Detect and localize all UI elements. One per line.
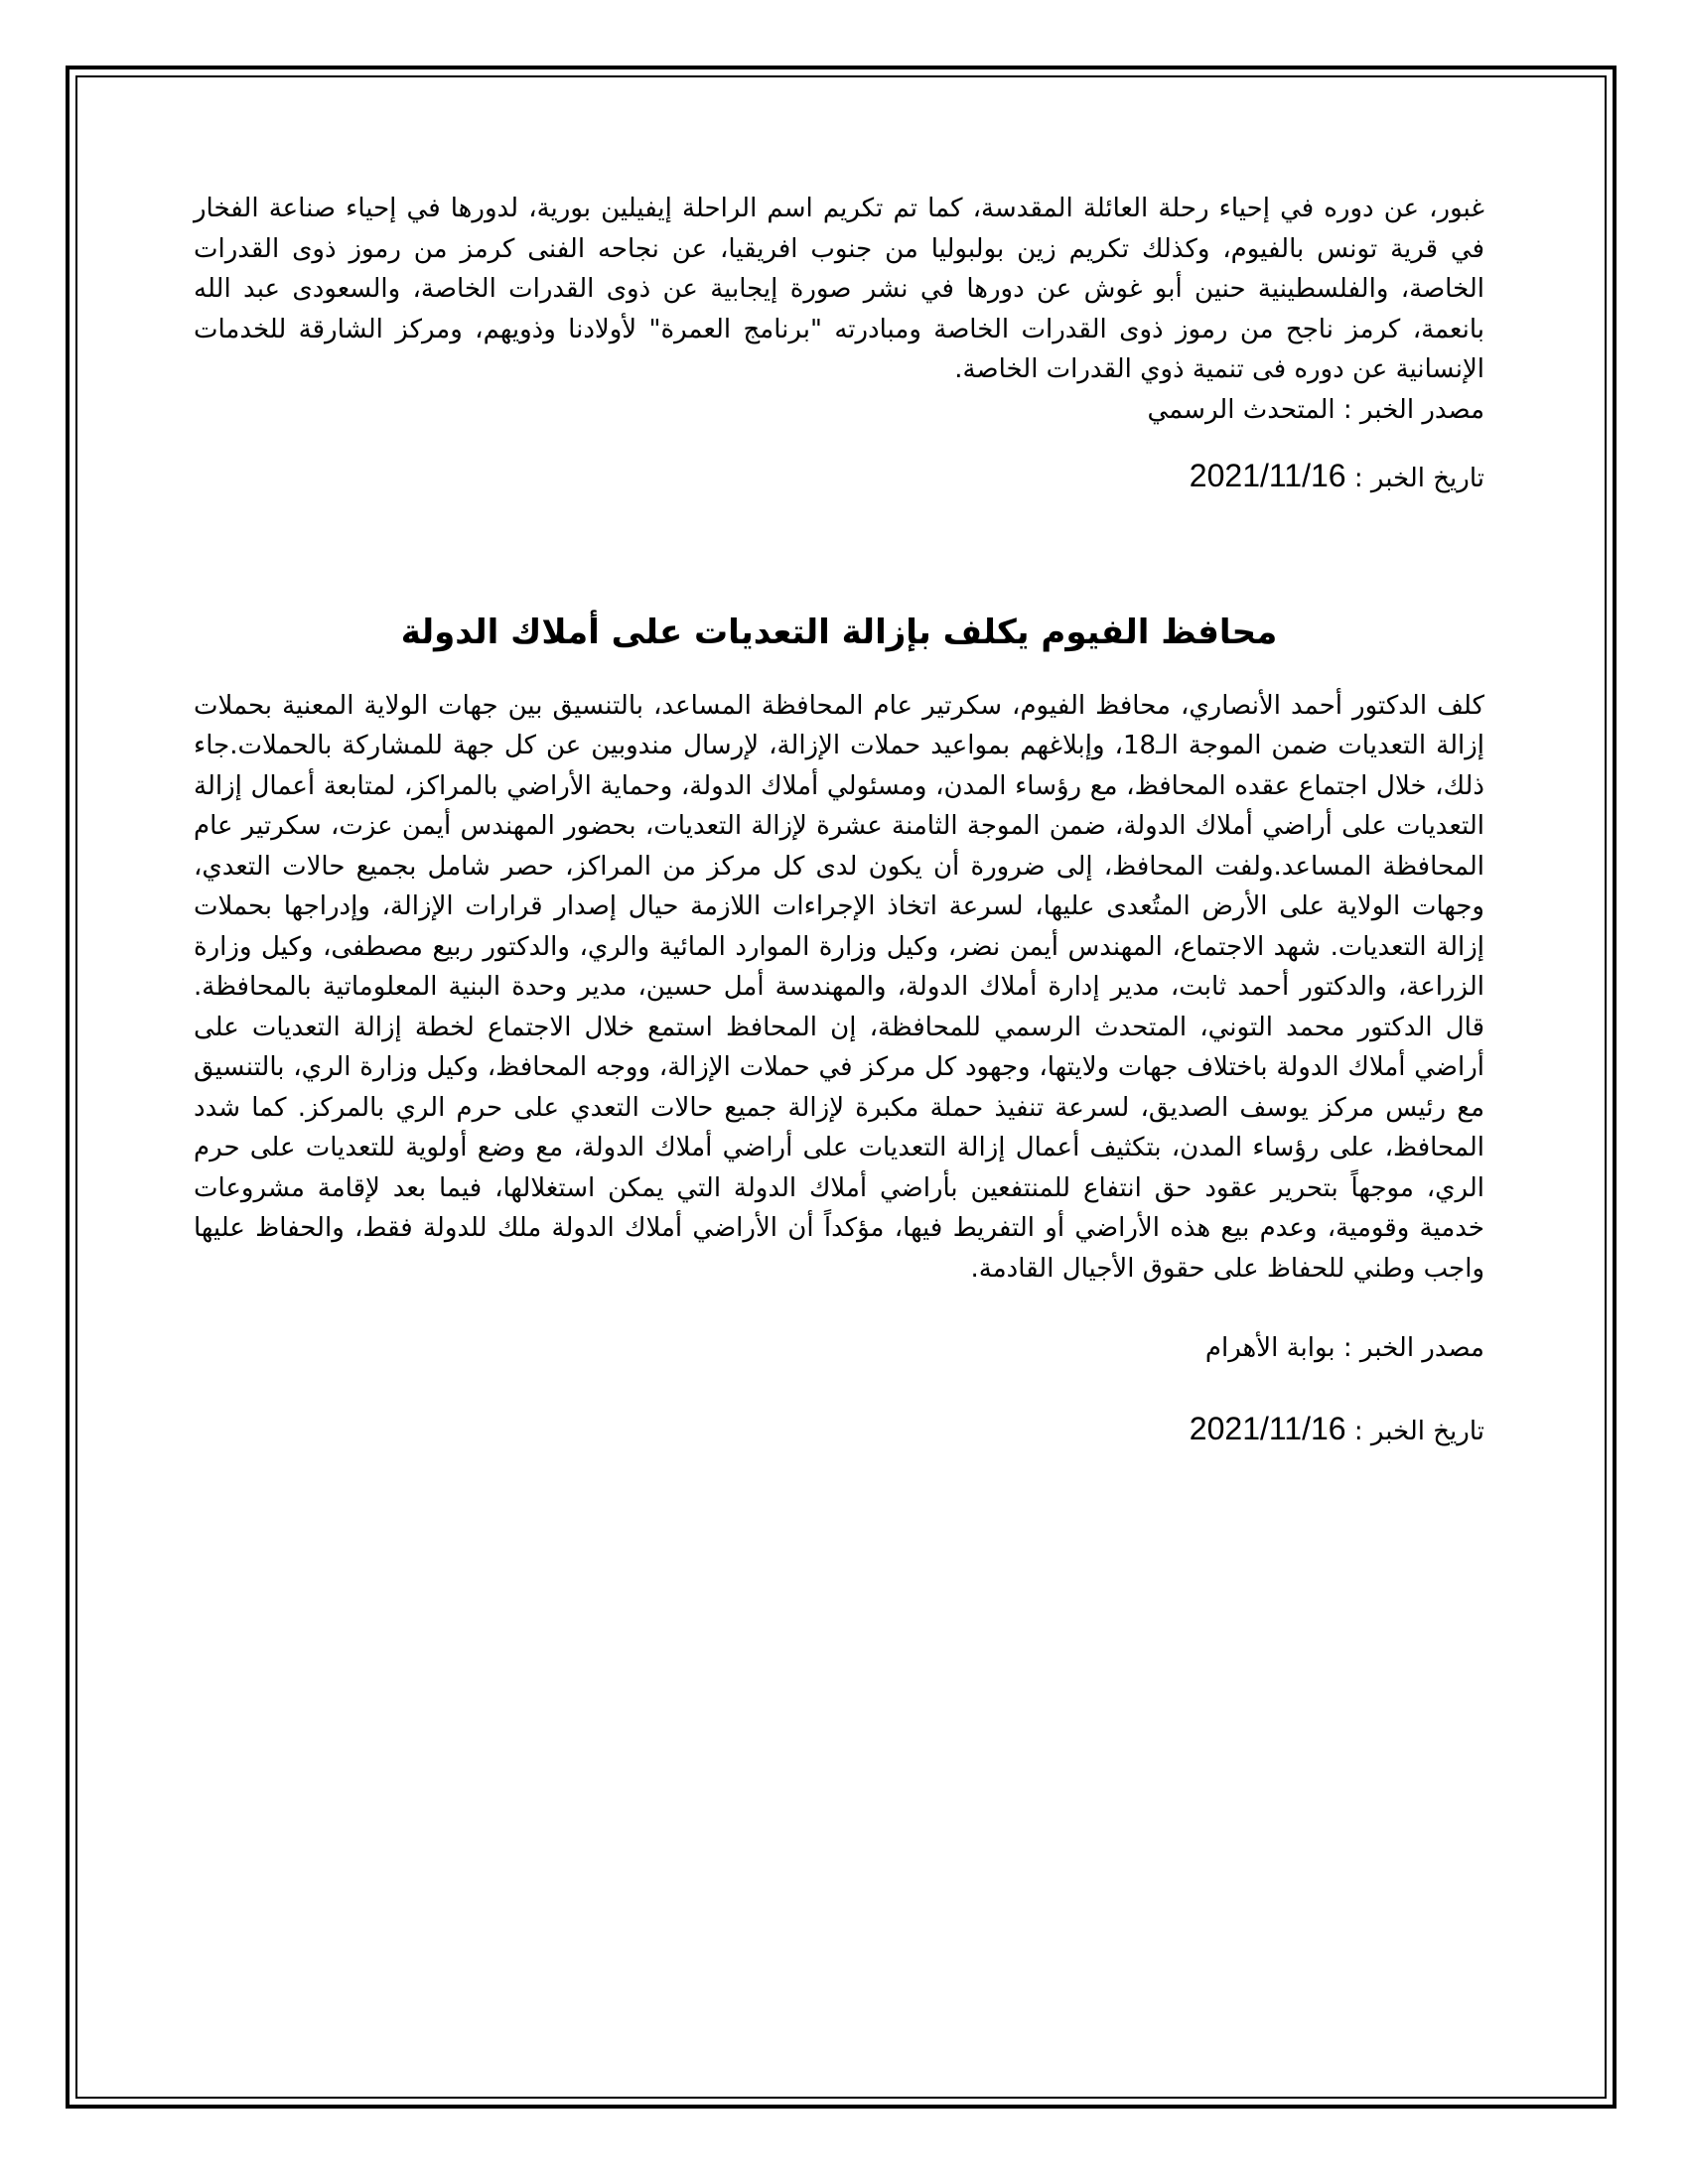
article1-date-line [194,456,1484,499]
article1-date-label: تاريخ الخبر : [1345,464,1484,493]
article2-date-label: تاريخ الخبر : [1345,1416,1484,1446]
article1-source: مصدر الخبر : المتحدث الرسمي [1147,394,1484,425]
article2-date-line [194,1409,1484,1452]
article2-date-value: 2021/11/16 [1189,1410,1346,1446]
article2-body: كلف الدكتور أحمد الأنصاري، محافظ الفيوم، سكرتير عام المحافظة المساعد، بالتنسيق بين جهات الولاية المعنية بحملات إزالة التعديات ضمن الموجة الـ18، وإبلاغهم بمواعيد حملات الإزالة، لإرسال مندوبين عن كل جهة للمشاركة بالحملات.جاء ذلك، خلال اجتماع عقده المحافظ، مع رؤساء المدن، ومسئولي أملاك الدولة، وحماية الأراضي بالمراكز، لمتابعة أعمال إزالة التعديات على أراضي أملاك الدولة، ضمن الموجة الثامنة عشرة لإزالة التعديات، بحضور المهندس أيمن عزت، سكرتير عام المحافظة المساعد.ولفت المحافظ، إلى ضرورة أن يكون لدى كل مركز من المراكز، حصر شامل بجميع حالات التعدي، وجهات الولاية على الأرض المتُعدى عليها، لسرعة اتخاذ الإجراءات اللازمة حيال إصدار قرارات الإزالة، وإدراجها بحملات إزالة التعديات. شهد الاجتماع، المهندس أيمن نضر، وكيل وزارة الموارد المائية والري، والدكتور ربيع مصطفى، وكيل وزارة الزراعة، والدكتور أحمد ثابت، مدير إدارة أملاك الدولة، والمهندسة أمل حسين، مدير وحدة البنية المعلوماتية بالمحافظة. قال الدكتور محمد التوني، المتحدث الرسمي للمحافظة، إن المحافظ استمع خلال الاجتماع لخطة إزالة التعديات على أراضي أملاك الدولة باختلاف جهات ولايتها، وجهود كل مركز في حملات الإزالة، ووجه المحافظ، وكيل وزارة الري، بالتنسيق مع رئيس مركز يوسف الصديق، لسرعة تنفيذ حملة مكبرة لإزالة جميع حالات التعدي على حرم الري بالمركز. كما شدد المحافظ، على رؤساء المدن، بتكثيف أعمال إزالة التعديات على أراضي أملاك الدولة، مع وضع أولوية للتعديات على حرم الري، موجهاً بتحرير عقود حق انتفاع للمنتفعين بأراضي أملاك الدولة التي يمكن استغلالها، فيما بعد لإقامة مشروعات خدمية وقومية، وعدم بيع هذه الأراضي أو التفريط فيها، مؤكداً أن الأراضي أملاك الدولة ملك للدولة فقط، والحفاظ عليها واجب وطني للحفاظ على حقوق الأجيال القادمة. [194,690,1484,1284]
article2-headline: محافظ الفيوم يكلف بإزالة التعديات على أملاك الدولة [400,612,1278,652]
article1-date-value: 2021/11/16 [1189,458,1346,493]
document-content [194,189,1484,1451]
article2-source: مصدر الخبر : بوابة الأهرام [1204,1333,1484,1363]
article1-body: غبور، عن دوره في إحياء رحلة العائلة المقدسة، كما تم تكريم اسم الراحلة إيفيلين بورية، لدورها في إحياء صناعة الفخار في قرية تونس بالفيوم، وكذلك تكريم زين بولبوليا من جنوب افريقيا، عن نجاحه الفنى كرمز من رموز ذوى القدرات الخاصة، والفلسطينية حنين أبو غوش عن دورها في نشر صورة إيجابية عن ذوى القدرات الخاصة، والسعودى عبد الله بانعمة، كرمز ناجح من رموز ذوى القدرات الخاصة ومبادرته "برنامج العمرة" لأولادنا وذويهم، ومركز الشارقة للخدمات الإنسانية عن دوره فى تنمية ذوي القدرات الخاصة. [194,194,1484,384]
